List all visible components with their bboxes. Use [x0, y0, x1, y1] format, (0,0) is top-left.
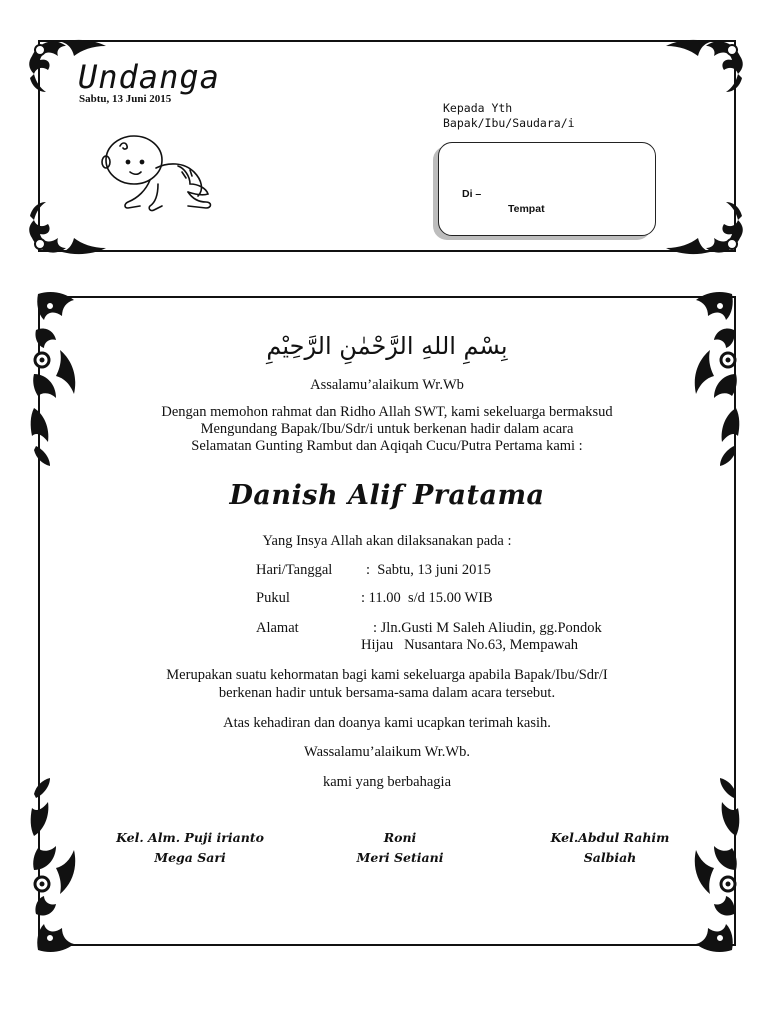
thanks-text: Atas kehadiran dan doanya kami ucapkan terimah kasih. — [223, 715, 551, 731]
recipient-line-1: Kepada Yth — [443, 101, 513, 115]
signature-right — [520, 828, 700, 868]
address-value-line-1: : Jln.Gusti M Saleh Aliudin, gg.Pondok — [373, 620, 602, 636]
event-intro: Yang Insya Allah akan dilaksanakan pada : — [262, 533, 512, 549]
farewell-text: Wassalamu’alaikum Wr.Wb. — [304, 744, 470, 760]
signature-left-line-2: Mega Sari — [154, 850, 226, 865]
ornament-corner-bottom-right-icon — [662, 198, 746, 258]
ornament-corner-top-right-icon — [662, 36, 746, 96]
intro-line-1: Dengan memohon rahmat dan Ridho Allah SWT, kami sekeluarga bermaksud — [161, 404, 613, 420]
happy-text: kami yang berbahagia — [322, 774, 452, 790]
address-label: Alamat — [256, 620, 299, 636]
time-label: Pukul — [256, 590, 290, 606]
place-label: Tempat — [508, 203, 545, 215]
closing-line-1: Merupakan suatu kehormatan bagi kami sekeluarga apabila Bapak/Ibu/Sdr/I — [166, 667, 608, 683]
day-label: Hari/Tanggal — [256, 562, 333, 578]
signature-middle-line-1: Roni — [383, 830, 417, 845]
signature-left — [80, 828, 300, 868]
envelope-date: Sabtu, 13 Juni 2015 — [79, 93, 172, 105]
address-value-line-2: Hijau Nusantara No.63, Mempawah — [361, 637, 579, 653]
time-value: : 11.00 s/d 15.00 WIB — [361, 590, 493, 606]
ornament-corner-bottom-left-icon — [30, 776, 86, 954]
signature-middle — [330, 828, 470, 868]
child-name: Danish Alif Pratama — [229, 480, 545, 511]
recipient-line-2: Bapak/Ibu/Saudara/i — [443, 116, 575, 130]
intro-line-2: Mengundang Bapak/Ibu/Sdr/i untuk berkenan hadir dalam acara — [200, 421, 574, 437]
signature-right-line-2: Salbiah — [583, 850, 637, 865]
crawling-baby-icon — [98, 132, 218, 214]
di-label: Di – — [462, 188, 482, 200]
signature-middle-line-2: Meri Setiani — [356, 850, 444, 865]
intro-line-3: Selamatan Gunting Rambut dan Aqiqah Cucu/Putra Pertama kami : — [191, 438, 583, 454]
greeting: Assalamu’alaikum Wr.Wb — [310, 377, 464, 393]
signature-right-line-1: Kel.Abdul Rahim — [550, 830, 670, 845]
bismillah-calligraphy: بِسْمِ اللهِ الرَّحْمٰنِ الرَّحِيْمِ — [266, 332, 508, 360]
closing-line-2: berkenan hadir untuk bersama-sama dalam acara tersebut. — [218, 685, 556, 701]
day-value: : Sabtu, 13 juni 2015 — [366, 562, 491, 578]
signature-left-line-1: Kel. Alm. Puji irianto — [116, 830, 264, 845]
envelope-title: Undanga — [78, 58, 220, 96]
